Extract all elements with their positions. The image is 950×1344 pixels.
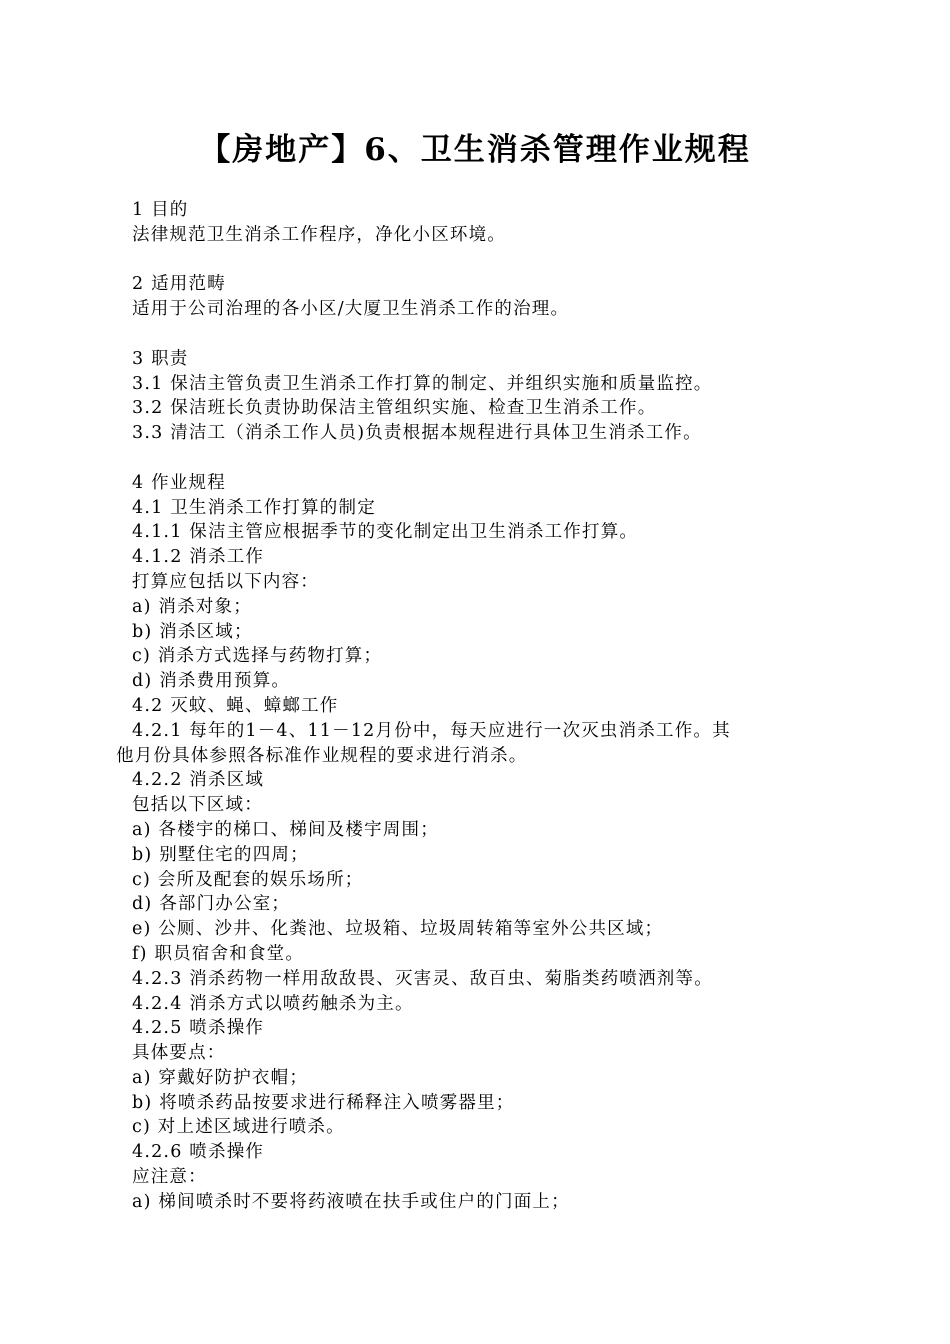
paragraph-line: 打算应包括以下内容： bbox=[132, 571, 319, 592]
subsection-heading: 4.2.6 喷杀操作 bbox=[132, 1142, 265, 1163]
section-heading: 3 职责 bbox=[132, 348, 189, 369]
list-item: f) 职员宿舍和食堂。 bbox=[132, 943, 305, 964]
paragraph-line: 4.2.1 每年的1－4、11－12月份中，每天应进行一次灭虫消杀工作。其 bbox=[132, 720, 731, 741]
section-heading: 2 适用范畴 bbox=[132, 274, 226, 295]
paragraph-line: 法律规范卫生消杀工作程序，净化小区环境。 bbox=[132, 224, 506, 245]
list-item: e) 公厕、沙井、化粪池、垃圾箱、垃圾周转箱等室外公共区域； bbox=[132, 919, 664, 940]
section-heading: 4 作业规程 bbox=[132, 472, 226, 493]
section-heading: 1 目的 bbox=[132, 200, 189, 220]
blank-line bbox=[132, 248, 832, 273]
paragraph-line: 适用于公司治理的各小区/大厦卫生消杀工作的治理。 bbox=[132, 299, 570, 320]
paragraph-line: 4.1.1 保洁主管应根据季节的变化制定出卫生消杀工作打算。 bbox=[132, 522, 639, 543]
list-item: c) 会所及配套的娱乐场所； bbox=[132, 869, 364, 890]
subsection-heading: 4.1 卫生消杀工作打算的制定 bbox=[132, 497, 376, 518]
list-item: b) 别墅住宅的四周； bbox=[132, 844, 309, 865]
paragraph-line: 4.2.4 消杀方式以喷药触杀为主。 bbox=[132, 993, 414, 1014]
paragraph-line: 他月份具体参照各标准作业规程的要求进行消杀。 bbox=[116, 745, 528, 766]
list-item: c) 消杀方式选择与药物打算； bbox=[132, 646, 383, 667]
paragraph-line: 具体要点： bbox=[132, 1043, 226, 1064]
list-item: b) 将喷杀药品按要求进行稀释注入喷雾器里； bbox=[132, 1092, 515, 1113]
list-item: d) 各部门办公室； bbox=[132, 894, 291, 915]
paragraph-line: 3.3 清洁工（消杀工作人员)负责根据本规程进行具体卫生消杀工作。 bbox=[132, 423, 702, 444]
subsection-heading: 4.2 灭蚊、蝇、蟑螂工作 bbox=[132, 695, 339, 716]
paragraph-line: 包括以下区域： bbox=[132, 795, 263, 816]
paragraph-line: 3.1 保洁主管负责卫生消杀工作打算的制定、并组织实施和质量监控。 bbox=[132, 373, 713, 394]
document-body bbox=[116, 198, 832, 1215]
list-item: a) 各楼宇的梯口、梯间及楼宇周围； bbox=[132, 819, 439, 840]
blank-line bbox=[132, 322, 832, 347]
list-item: a) 消杀对象； bbox=[132, 596, 252, 617]
subsection-heading: 4.1.2 消杀工作 bbox=[132, 547, 265, 568]
list-item: d) 消杀费用预算。 bbox=[132, 671, 291, 692]
subsection-heading: 4.2.5 喷杀操作 bbox=[132, 1018, 265, 1039]
list-item: b) 消杀区域； bbox=[132, 621, 253, 642]
list-item: a) 穿戴好防护衣帽； bbox=[132, 1067, 309, 1088]
paragraph-line: 3.2 保洁班长负责协助保洁主管组织实施、检查卫生消杀工作。 bbox=[132, 398, 657, 419]
paragraph-line: 应注意： bbox=[132, 1167, 207, 1188]
list-item: a) 梯间喷杀时不要将药液喷在扶手或住户的门面上； bbox=[132, 1191, 570, 1212]
blank-line bbox=[132, 446, 832, 471]
subsection-heading: 4.2.2 消杀区域 bbox=[132, 770, 265, 791]
paragraph-line: 4.2.3 消杀药物一样用敌敌畏、灭害灵、敌百虫、菊脂类药喷洒剂等。 bbox=[132, 968, 713, 989]
document-title: 【房地产】6、卫生消杀管理作业规程 bbox=[199, 132, 751, 168]
list-item: c) 对上述区域进行喷杀。 bbox=[132, 1117, 345, 1138]
